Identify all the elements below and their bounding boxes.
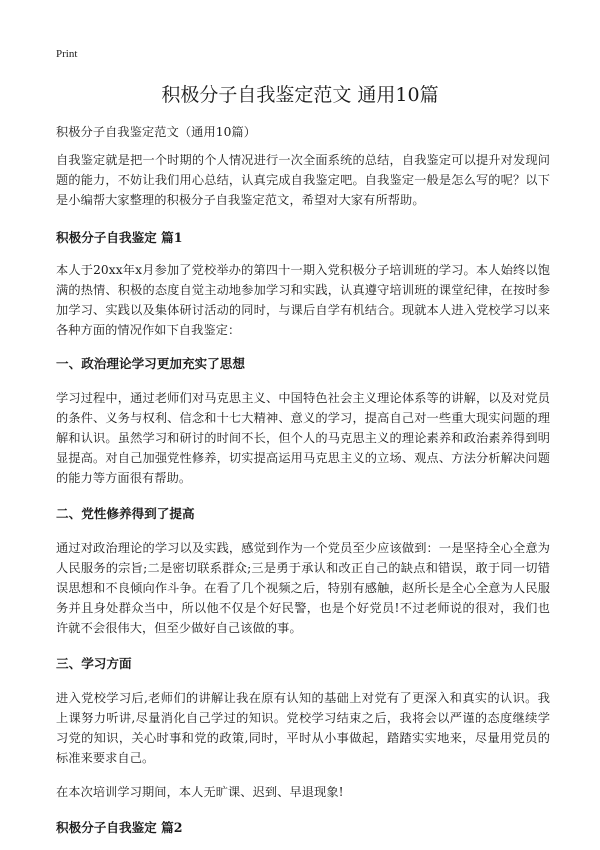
page-title: 积极分子自我鉴定范文 通用10篇 bbox=[161, 84, 439, 106]
print-link[interactable]: Print bbox=[56, 48, 78, 60]
article-body bbox=[56, 122, 550, 850]
section-1-paragraph: 学习过程中，通过老师们对马克思主义、中国特色社会主义理论体系等的讲解，以及对党员的条件、义务与权利、信念和十七大精神、意义的学习，提高自己对一些重大现实问题的理解和认识。虽然学习和研讨的时间不长，但个人的马克思主义的理论素养和政治素养得到明显提高。对自己加强党性修养，切实提高运用马克思主义的立场、观点、方法分析解决问题的能力等方面很有帮助。 bbox=[56, 391, 550, 485]
document-subtitle: 积极分子自我鉴定范文（通用10篇） bbox=[56, 125, 257, 139]
article-1-heading: 积极分子自我鉴定 篇1 bbox=[56, 230, 183, 245]
article-2-heading: 积极分子自我鉴定 篇2 bbox=[56, 820, 183, 835]
section-3-paragraph: 进入党校学习后,老师们的讲解让我在原有认知的基础上对党有了更深入和真实的认识。我上课努力听讲,尽量消化自己学过的知识。党校学习结束之后，我将会以严谨的态度继续学习党的知识，关心时事和党的政策,同时，平时从小事做起，踏踏实实地来，尽量用党员的标准来要求自己。 bbox=[56, 691, 550, 765]
section-1-heading: 一、政治理论学习更加充实了思想 bbox=[56, 356, 245, 371]
article-1-opening-paragraph: 本人于20xx年x月参加了党校举办的第四十一期入党积极分子培训班的学习。本人始终以饱满的热情、积极的态度自觉主动地参加学习和实践，认真遵守培训班的课堂纪律，在按时参加学习、实践以及集体研讨活动的同时，与课后自学有机结合。现就本人进入党校学习以来各种方面的情况作如下自我鉴定： bbox=[56, 263, 550, 337]
intro-paragraph: 自我鉴定就是把一个时期的个人情况进行一次全面系统的总结，自我鉴定可以提升对发现问题的能力，不妨让我们用心总结，认真完成自我鉴定吧。自我鉴定一般是怎么写的呢？以下是小编帮大家整理的积极分子自我鉴定范文，希望对大家有所帮助。 bbox=[56, 153, 550, 207]
section-2-paragraph: 通过对政治理论的学习以及实践，感觉到作为一个党员至少应该做到：一是坚持全心全意为人民服务的宗旨;二是密切联系群众;三是勇于承认和改正自己的缺点和错误，敢于同一切错误思想和不良倾向作斗争。在看了几个视频之后，特别有感触，赵所长是全心全意为人民服务并且身处群众当中，所以他不仅是个好民警，也是个好党员!不过老师说的很对，我们也许就不会很伟大，但至少做好自己该做的事。 bbox=[56, 541, 550, 635]
section-3-closing-paragraph: 在本次培训学习期间，本人无旷课、迟到、早退现象! bbox=[56, 785, 344, 799]
section-3-heading: 三、学习方面 bbox=[56, 656, 132, 671]
section-2-heading: 二、党性修养得到了提高 bbox=[56, 506, 195, 521]
